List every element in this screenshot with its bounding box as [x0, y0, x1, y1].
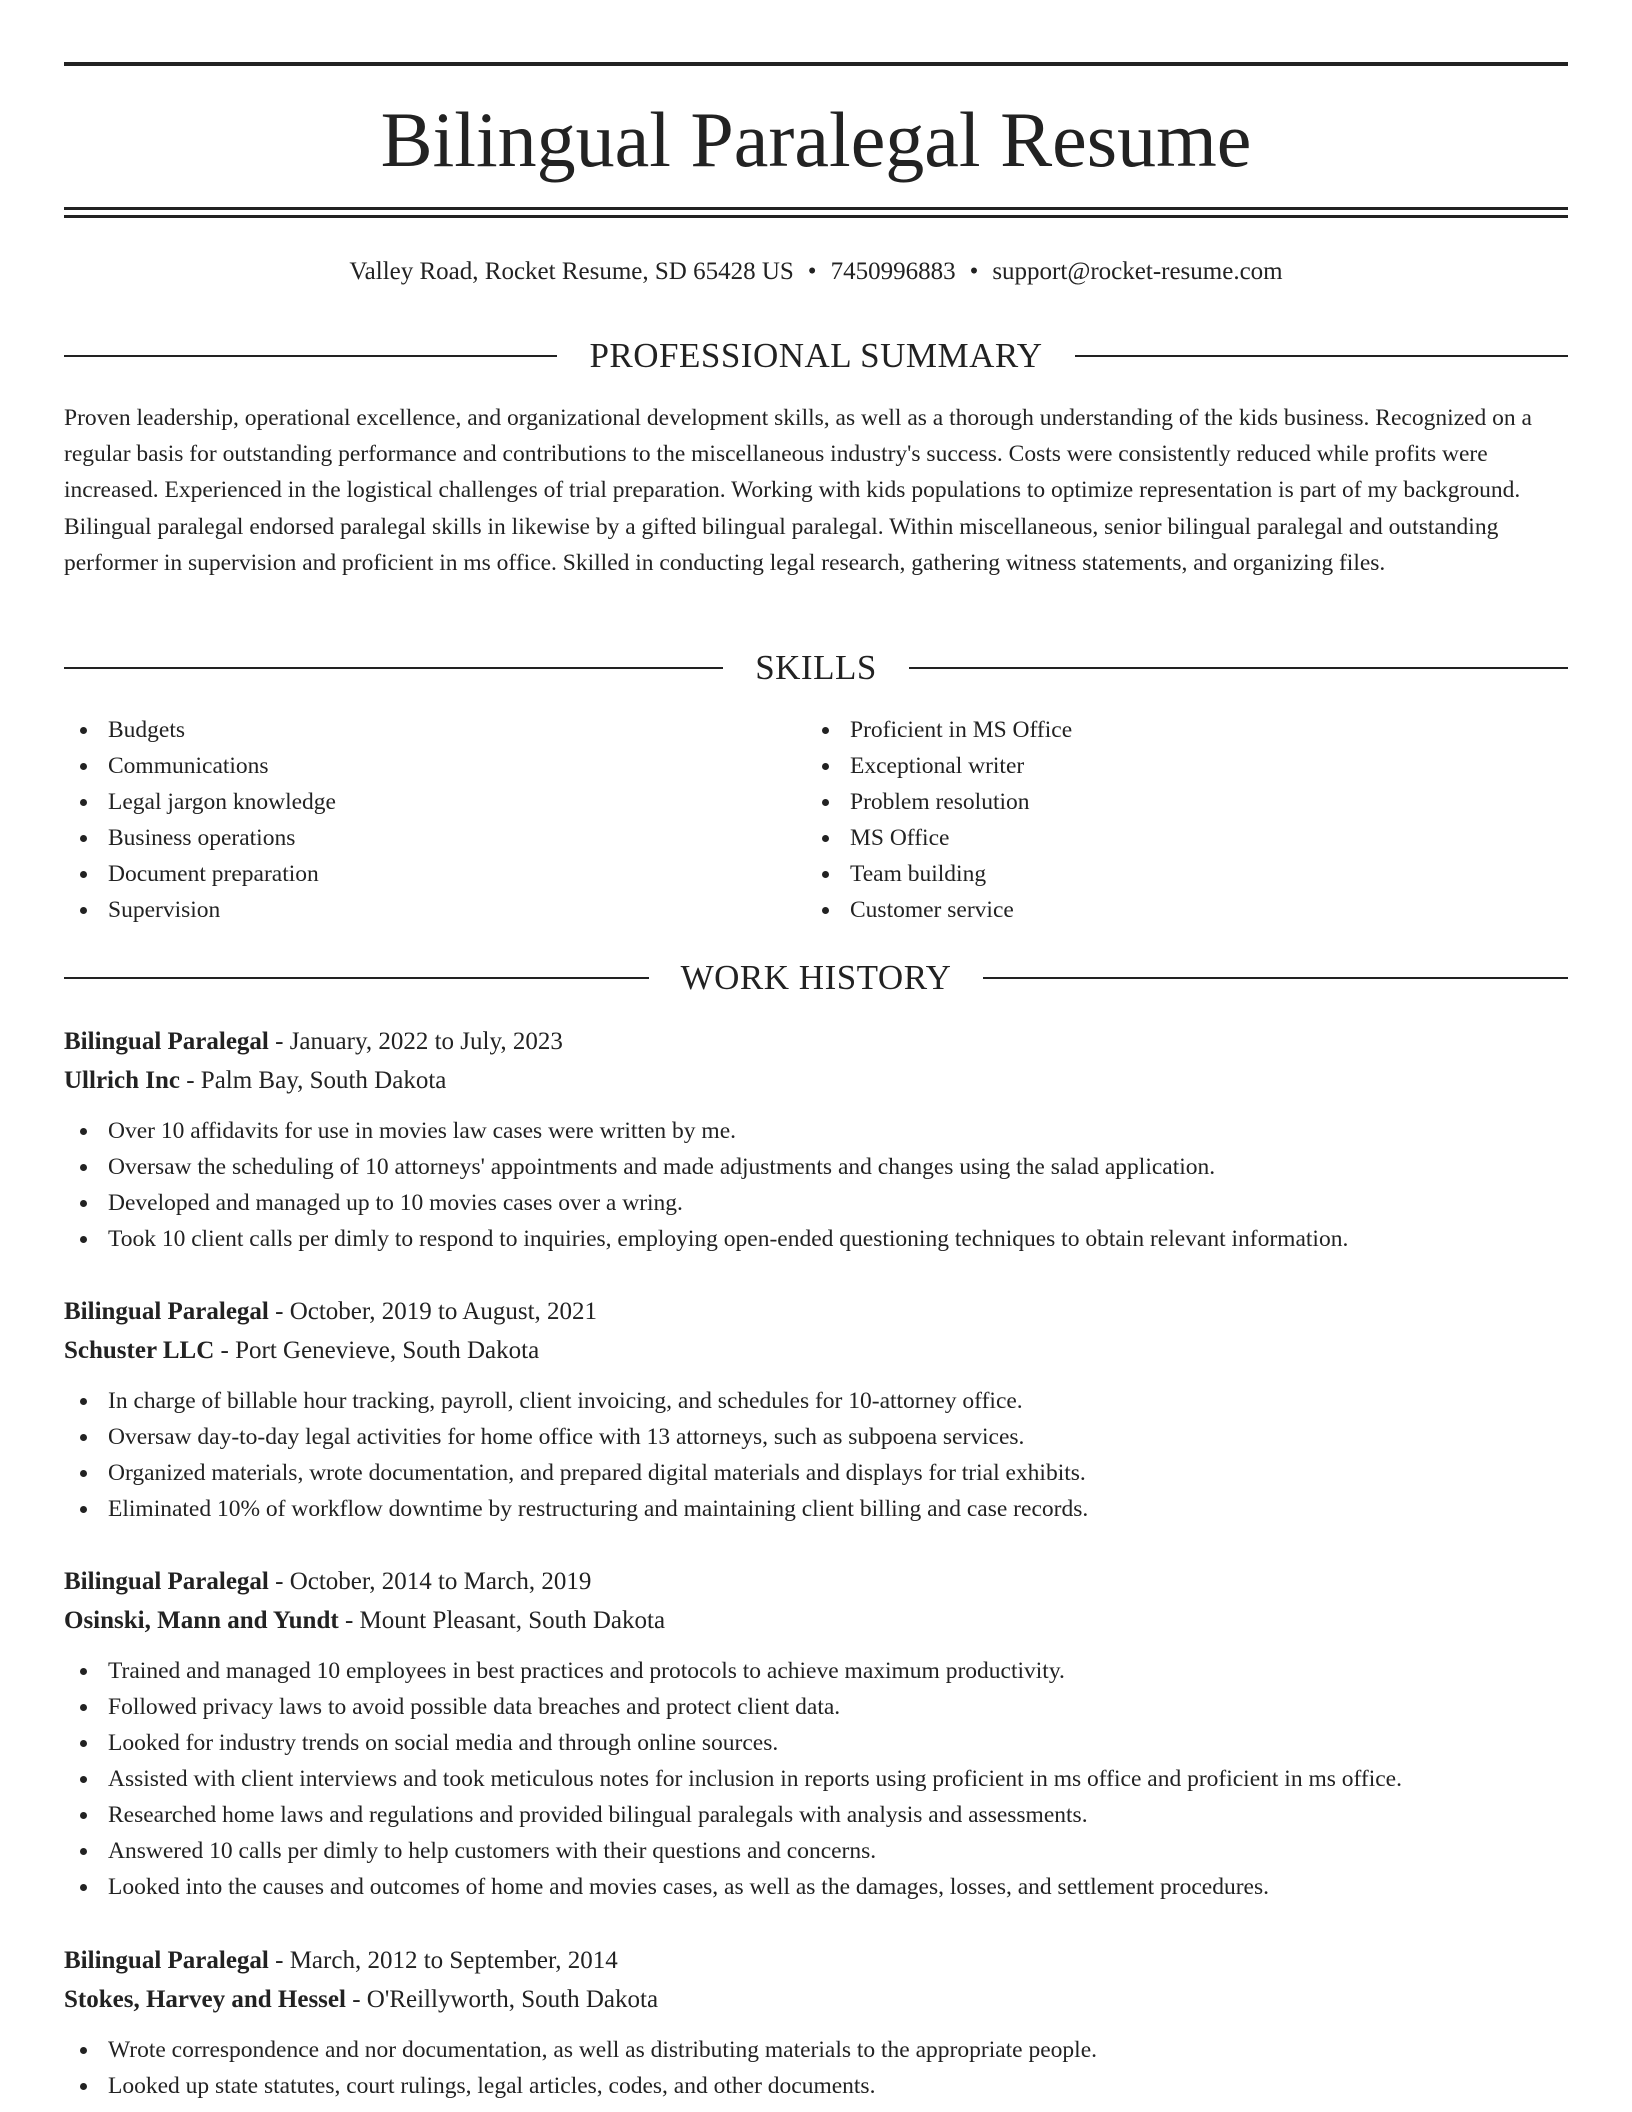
skill-item: Team building: [806, 856, 1548, 892]
skill-item: Customer service: [806, 892, 1548, 928]
skill-item: Communications: [64, 748, 806, 784]
job-title: Bilingual Paralegal: [64, 1568, 269, 1595]
job-title-row: [64, 1292, 1568, 1331]
contact-line: [64, 254, 1568, 290]
skill-item: Proficient in MS Office: [806, 712, 1548, 748]
title-double-rule-top: [64, 207, 1568, 210]
contact-email: support@rocket-resume.com: [992, 258, 1283, 285]
summary-section-heading: [64, 331, 1568, 381]
skill-item: MS Office: [806, 820, 1548, 856]
skills-column-left: [64, 712, 806, 928]
heading-rule-right: [1075, 355, 1568, 357]
job-company: Osinski, Mann and Yundt: [64, 1607, 339, 1634]
job-bullet: Took 10 client calls per dimly to respond to inquiries, employing open-ended questioning techniques to obtain relevant information.: [64, 1221, 1568, 1257]
job-bullets: [64, 2032, 1568, 2104]
job-title: Bilingual Paralegal: [64, 1028, 269, 1055]
job-bullets: [64, 1653, 1568, 1905]
skill-item: Legal jargon knowledge: [64, 784, 806, 820]
title-double-rule-bottom: [64, 215, 1568, 218]
skills-section-heading: [64, 643, 1568, 693]
job-entry: [64, 1022, 1568, 1257]
job-bullet: Researched home laws and regulations and provided bilingual paralegals with analysis and assessments.: [64, 1797, 1568, 1833]
heading-rule-left: [64, 355, 557, 357]
job-company-row: [64, 1331, 1568, 1370]
job-title: Bilingual Paralegal: [64, 1298, 269, 1325]
job-title-row: [64, 1941, 1568, 1980]
job-company-row: [64, 1061, 1568, 1100]
skill-item: Problem resolution: [806, 784, 1548, 820]
job-bullet: Looked into the causes and outcomes of home and movies cases, as well as the damages, losses, and settlement procedures.: [64, 1869, 1568, 1905]
job-bullet: Eliminated 10% of workflow downtime by restructuring and maintaining client billing and case records.: [64, 1491, 1568, 1527]
summary-heading-label: PROFESSIONAL SUMMARY: [589, 336, 1043, 375]
job-entry: [64, 1292, 1568, 1527]
job-title: Bilingual Paralegal: [64, 1947, 269, 1974]
skill-item: Supervision: [64, 892, 806, 928]
heading-rule-right: [983, 977, 1568, 979]
contact-separator: •: [969, 258, 979, 285]
job-bullet: Assisted with client interviews and took meticulous notes for inclusion in reports using proficient in ms office and proficient in ms office.: [64, 1761, 1568, 1797]
job-bullet: Developed and managed up to 10 movies cases over a wring.: [64, 1185, 1568, 1221]
job-title-row: [64, 1022, 1568, 1061]
work-heading-label: WORK HISTORY: [680, 958, 952, 997]
job-bullet: Trained and managed 10 employees in best practices and protocols to achieve maximum productivity.: [64, 1653, 1568, 1689]
skills-column-right: [806, 712, 1548, 928]
contact-phone: 7450996883: [830, 258, 956, 285]
job-bullet: Looked for industry trends on social media and through online sources.: [64, 1725, 1568, 1761]
job-dates: - January, 2022 to July, 2023: [268, 1028, 563, 1055]
job-title-row: [64, 1562, 1568, 1601]
job-company: Schuster LLC: [64, 1337, 215, 1364]
job-location: - Port Genevieve, South Dakota: [214, 1337, 540, 1364]
job-dates: - October, 2019 to August, 2021: [268, 1298, 598, 1325]
contact-address: Valley Road, Rocket Resume, SD 65428 US: [349, 258, 794, 285]
job-bullet: Followed privacy laws to avoid possible data breaches and protect client data.: [64, 1689, 1568, 1725]
job-entry: [64, 1941, 1568, 2104]
summary-text: Proven leadership, operational excellence, and organizational development skills, as well as a thorough understanding of the kids business. Recognized on a regular basis for outstanding performance and contributions to the miscellaneous industry's success. Costs were consistently reduced while profits were increased. Experienced in the logistical challenges of trial preparation. Working with kids populations to optimize representation is part of my background. Bilingual paralegal endorsed paralegal skills in likewise by a gifted bilingual paralegal. Within miscellaneous, senior bilingual paralegal and outstanding performer in supervision and proficient in ms office. Skilled in conducting legal research, gathering witness statements, and organizing files.: [64, 405, 1532, 576]
job-bullet: Organized materials, wrote documentation, and prepared digital materials and displays for trial exhibits.: [64, 1455, 1568, 1491]
resume-title: Bilingual Paralegal Resume: [380, 96, 1252, 183]
skill-item: Budgets: [64, 712, 806, 748]
job-dates: - March, 2012 to September, 2014: [268, 1947, 618, 1974]
skills-list: [64, 712, 1568, 928]
heading-rule-left: [64, 977, 649, 979]
skills-heading-label: SKILLS: [755, 648, 877, 687]
job-company-row: [64, 1601, 1568, 1640]
job-bullet: Oversaw the scheduling of 10 attorneys' appointments and made adjustments and changes using the salad application.: [64, 1149, 1568, 1185]
job-location: - O'Reillyworth, South Dakota: [345, 1986, 659, 2013]
job-entry: [64, 1562, 1568, 1905]
job-bullet: In charge of billable hour tracking, payroll, client invoicing, and schedules for 10-attorney office.: [64, 1383, 1568, 1419]
job-company: Ullrich Inc: [64, 1067, 180, 1094]
skill-item: Business operations: [64, 820, 806, 856]
job-bullet: Looked up state statutes, court rulings, legal articles, codes, and other documents.: [64, 2068, 1568, 2104]
job-company: Stokes, Harvey and Hessel: [64, 1986, 346, 2013]
job-dates: - October, 2014 to March, 2019: [268, 1568, 592, 1595]
job-bullet: Oversaw day-to-day legal activities for home office with 13 attorneys, such as subpoena services.: [64, 1419, 1568, 1455]
heading-rule-left: [64, 667, 723, 669]
work-section-heading: [64, 953, 1568, 1003]
top-rule: [64, 62, 1568, 66]
skill-item: Document preparation: [64, 856, 806, 892]
contact-separator: •: [807, 258, 817, 285]
job-bullet: Wrote correspondence and nor documentation, as well as distributing materials to the appropriate people.: [64, 2032, 1568, 2068]
skill-item: Exceptional writer: [806, 748, 1548, 784]
heading-rule-right: [909, 667, 1568, 669]
job-location: - Palm Bay, South Dakota: [179, 1067, 447, 1094]
job-bullets: [64, 1113, 1568, 1257]
job-location: - Mount Pleasant, South Dakota: [338, 1607, 666, 1634]
job-company-row: [64, 1980, 1568, 2019]
job-bullet: Answered 10 calls per dimly to help customers with their questions and concerns.: [64, 1833, 1568, 1869]
job-bullets: [64, 1383, 1568, 1527]
job-bullet: Over 10 affidavits for use in movies law cases were written by me.: [64, 1113, 1568, 1149]
